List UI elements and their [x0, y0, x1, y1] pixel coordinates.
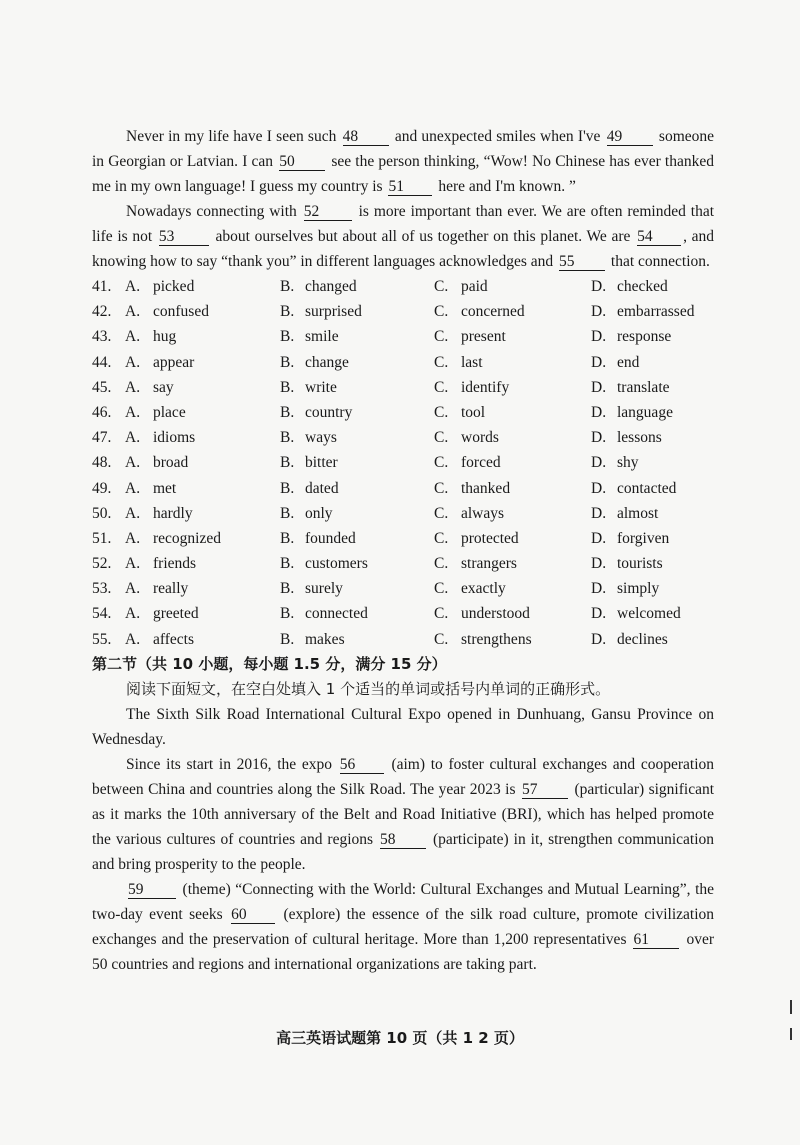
option-letter: B. — [280, 479, 295, 497]
blank-59: 59 — [128, 881, 176, 899]
option-c: always — [461, 504, 505, 522]
question-number: 53. — [92, 580, 112, 598]
section-2-title: 第二节（共 10 小题，每小题 1.5 分，满分 15 分） — [92, 654, 447, 673]
option-letter: C. — [434, 479, 449, 497]
blank-50: 50 — [279, 153, 325, 171]
question-number: 50. — [92, 504, 112, 522]
question-number: 41. — [92, 278, 112, 295]
option-b: only — [305, 504, 333, 522]
option-c: understood — [461, 605, 530, 623]
options-list — [92, 274, 714, 652]
option-d: simply — [617, 580, 660, 598]
option-d: language — [617, 403, 673, 421]
scan-mark — [790, 1000, 792, 1014]
option-b: country — [305, 403, 353, 421]
option-c: exactly — [461, 580, 506, 598]
option-row — [92, 375, 714, 400]
question-number: 49. — [92, 479, 112, 497]
option-a: hardly — [153, 504, 193, 522]
option-letter: B. — [280, 278, 295, 295]
option-row — [92, 526, 714, 551]
option-letter: A. — [125, 278, 141, 295]
option-d: shy — [617, 454, 639, 472]
option-letter: A. — [125, 580, 141, 598]
option-letter: B. — [280, 328, 295, 346]
option-letter: C. — [434, 605, 449, 623]
option-row — [92, 601, 714, 626]
exam-page — [92, 0, 714, 977]
option-letter: D. — [591, 278, 607, 295]
option-letter: B. — [280, 429, 295, 447]
option-letter: A. — [125, 378, 141, 396]
option-letter: C. — [434, 378, 449, 396]
option-letter: C. — [434, 353, 449, 371]
option-c: identify — [461, 378, 510, 396]
option-d: forgiven — [617, 529, 670, 547]
option-letter: D. — [591, 403, 607, 421]
option-a: recognized — [153, 529, 221, 547]
option-letter: C. — [434, 580, 449, 598]
option-c: strangers — [461, 555, 517, 573]
option-b: customers — [305, 555, 368, 573]
blank-58: 58 — [380, 831, 426, 849]
option-letter: A. — [125, 454, 141, 472]
option-letter: C. — [434, 504, 449, 522]
question-number: 44. — [92, 353, 112, 371]
question-number: 45. — [92, 378, 112, 396]
option-letter: C. — [434, 403, 449, 421]
option-letter: D. — [591, 378, 607, 396]
option-letter: B. — [280, 504, 295, 522]
option-c: words — [461, 429, 499, 447]
question-number: 46. — [92, 403, 112, 421]
option-row — [92, 450, 714, 475]
option-letter: C. — [434, 328, 449, 346]
option-letter: B. — [280, 580, 295, 598]
option-letter: A. — [125, 429, 141, 447]
option-letter: B. — [280, 630, 295, 648]
section-2-paragraph-3: 59 (theme) “Connecting with the World: Cultural Exchanges and Mutual Learning”, the two-day event seeks 60 (explore) the essence of the silk road culture, promote civilization exchanges and the preservation of cultural heritage. More than 1,200 representatives 61 over 50 countries and regions and international organizations are taking part. — [92, 880, 715, 973]
option-letter: D. — [591, 555, 607, 573]
option-letter: A. — [125, 504, 141, 522]
option-c: protected — [461, 529, 519, 547]
option-row — [92, 299, 714, 324]
option-letter: B. — [280, 378, 295, 396]
option-b: ways — [305, 429, 337, 447]
option-d: almost — [617, 504, 659, 522]
blank-55: 55 — [559, 253, 605, 271]
option-row — [92, 501, 714, 526]
option-d: lessons — [617, 429, 662, 447]
option-d: embarrassed — [617, 303, 695, 321]
question-number: 54. — [92, 605, 112, 623]
option-c: paid — [461, 278, 488, 295]
blank-61: 61 — [633, 931, 679, 949]
option-letter: C. — [434, 454, 449, 472]
option-d: welcomed — [617, 605, 681, 623]
option-letter: C. — [434, 630, 449, 648]
option-c: strengthens — [461, 630, 532, 648]
option-letter: D. — [591, 504, 607, 522]
option-row — [92, 551, 714, 576]
blank-48: 48 — [343, 128, 389, 146]
option-letter: D. — [591, 454, 607, 472]
blank-52: 52 — [304, 203, 352, 221]
option-c: last — [461, 353, 483, 371]
passage-paragraph-2: Nowadays connecting with 52 is more important than ever. We are often reminded that life is not 53 about ourselves but about all of us together on this planet. We are 54 , and knowing how to say “thank you” in different languages acknowledges and 55 that connection. — [92, 203, 715, 270]
option-b: makes — [305, 630, 345, 648]
option-letter: D. — [591, 328, 607, 346]
option-c: present — [461, 328, 506, 346]
option-d: contacted — [617, 479, 677, 497]
option-a: place — [153, 403, 186, 421]
option-b: smile — [305, 328, 339, 346]
option-letter: B. — [280, 303, 295, 321]
option-letter: C. — [434, 278, 449, 295]
option-d: tourists — [617, 555, 663, 573]
option-d: checked — [617, 278, 668, 295]
option-row — [92, 576, 714, 601]
option-letter: B. — [280, 529, 295, 547]
option-b: bitter — [305, 454, 338, 472]
option-a: friends — [153, 555, 197, 573]
question-number: 48. — [92, 454, 112, 472]
option-c: concerned — [461, 303, 525, 321]
option-a: picked — [153, 278, 195, 295]
option-letter: C. — [434, 555, 449, 573]
question-number: 47. — [92, 429, 112, 447]
blank-49: 49 — [607, 128, 653, 146]
question-number: 52. — [92, 555, 112, 573]
option-row — [92, 476, 714, 501]
question-number: 43. — [92, 328, 112, 346]
option-d: translate — [617, 378, 670, 396]
option-d: declines — [617, 630, 668, 648]
option-letter: A. — [125, 353, 141, 371]
option-b: dated — [305, 479, 339, 497]
blank-54: 54 — [637, 228, 681, 246]
option-letter: B. — [280, 353, 295, 371]
option-a: broad — [153, 454, 189, 472]
blank-56: 56 — [340, 756, 384, 774]
option-letter: C. — [434, 529, 449, 547]
passage-paragraph-1: Never in my life have I seen such 48 and unexpected smiles when I've 49 someone in Georgian or Latvian. I can 50 see the person thinking, “Wow! No Chinese has ever thanked me in my own language! I guess my country is 51 here and I'm known. ” — [92, 128, 715, 195]
option-letter: A. — [125, 555, 141, 573]
section-2-paragraph-2: Since its start in 2016, the expo 56 (aim) to foster cultural exchanges and cooperation between China and countries along the Silk Road. The year 2023 is 57 (particular) significant as it marks the 10th anniversary of the Belt and Road Initiative (BRI), which has helped promote the various cultures of countries and regions 58 (participate) in it, strengthen communication and bring prosperity to the people. — [92, 755, 715, 873]
option-letter: A. — [125, 479, 141, 497]
option-letter: D. — [591, 429, 607, 447]
option-letter: A. — [125, 403, 141, 421]
option-a: idioms — [153, 429, 196, 447]
option-b: connected — [305, 605, 368, 623]
section-2-paragraph-1: The Sixth Silk Road International Cultural Expo opened in Dunhuang, Gansu Province on Wednesday. — [92, 705, 714, 748]
section-2-instruction: 阅读下面短文，在空白处填入 1 个适当的单词或括号内单词的正确形式。 — [126, 679, 611, 698]
option-letter: B. — [280, 403, 295, 421]
option-letter: A. — [125, 328, 141, 346]
option-c: thanked — [461, 479, 511, 497]
question-number: 55. — [92, 630, 112, 648]
option-b: write — [305, 378, 337, 396]
option-b: changed — [305, 278, 357, 295]
option-c: forced — [461, 454, 501, 472]
option-a: confused — [153, 303, 209, 321]
option-letter: D. — [591, 630, 607, 648]
option-row — [92, 627, 714, 652]
option-b: change — [305, 353, 349, 371]
option-letter: A. — [125, 529, 141, 547]
option-letter: D. — [591, 605, 607, 623]
option-a: hug — [153, 328, 177, 346]
question-number: 42. — [92, 303, 112, 321]
option-letter: C. — [434, 429, 449, 447]
option-letter: A. — [125, 630, 141, 648]
blank-53: 53 — [159, 228, 209, 246]
page-footer: 高三英语试题第 10 页（共 1 2 页） — [276, 1029, 524, 1047]
option-d: end — [617, 353, 640, 371]
question-number: 51. — [92, 529, 112, 547]
option-row — [92, 425, 714, 450]
option-d: response — [617, 328, 672, 346]
option-letter: A. — [125, 303, 141, 321]
option-row — [92, 350, 714, 375]
option-letter: D. — [591, 353, 607, 371]
option-letter: B. — [280, 454, 295, 472]
option-a: greeted — [153, 605, 199, 623]
option-letter: D. — [591, 580, 607, 598]
option-letter: D. — [591, 529, 607, 547]
option-a: met — [153, 479, 177, 497]
option-c: tool — [461, 403, 486, 421]
option-b: surprised — [305, 303, 362, 321]
option-letter: B. — [280, 605, 295, 623]
option-a: really — [153, 580, 189, 598]
scan-mark — [790, 1028, 792, 1040]
blank-51: 51 — [388, 178, 432, 196]
option-letter: D. — [591, 303, 607, 321]
option-row — [92, 400, 714, 425]
option-letter: B. — [280, 555, 295, 573]
option-b: founded — [305, 529, 356, 547]
option-a: say — [153, 378, 174, 396]
option-row — [92, 274, 714, 299]
option-a: appear — [153, 353, 195, 371]
option-letter: D. — [591, 479, 607, 497]
option-a: affects — [153, 630, 195, 648]
option-letter: C. — [434, 303, 449, 321]
blank-57: 57 — [522, 781, 568, 799]
option-letter: A. — [125, 605, 141, 623]
option-b: surely — [305, 580, 343, 598]
option-row — [92, 324, 714, 349]
blank-60: 60 — [231, 906, 275, 924]
